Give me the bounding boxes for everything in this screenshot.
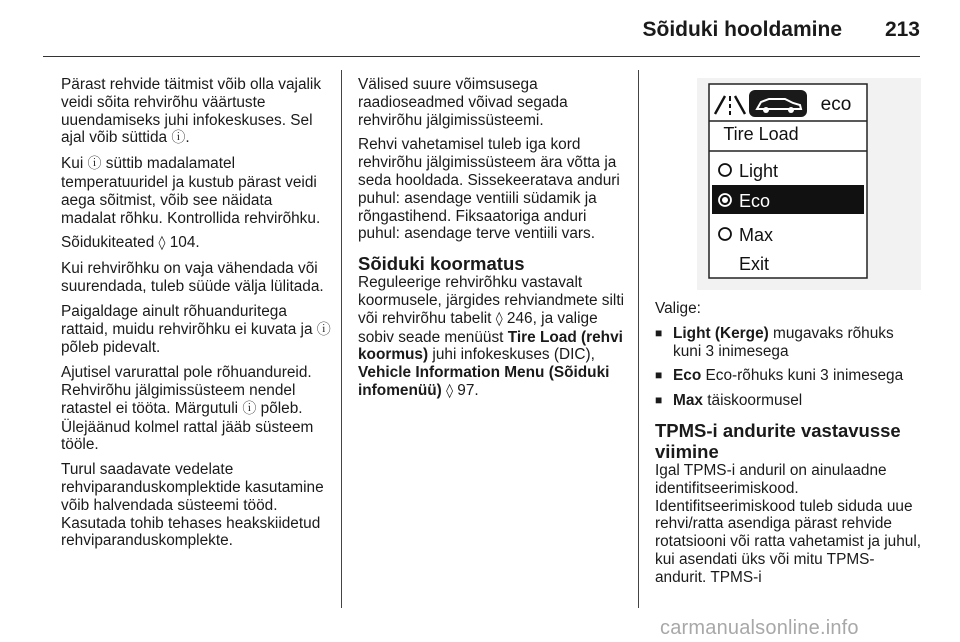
page-title: Sõiduki hooldamine xyxy=(642,18,842,41)
paragraph: Reguleerige rehvirõhku vastavalt koormusele, järgides rehviandmete silti või rehvirõhu tabelit ◊ 246, ja valige sobiv seade menüüst Tire Load (rehvi koormus) juhi infokeskuses (DIC), Vehicle Information Menu (Sõiduki infomenüü) ◊ 97. xyxy=(358,274,625,399)
tire-pressure-warning-icon: ⓘ xyxy=(171,130,186,147)
text-column-1 xyxy=(61,76,331,557)
text-column-2 xyxy=(358,76,626,408)
option-list xyxy=(655,325,925,410)
paragraph: Rehvi vahetamisel tuleb iga kord rehvirõhu jälgimissüsteem ära võtta ja seda hooldada. Sissekeeratava anduri puhul: asendage ventiili südamik ja rõngastihend. Fiksaatoriga anduri puhul: asendage terve ventiili vars. xyxy=(358,136,620,243)
page-reference-icon: ◊ xyxy=(495,310,503,327)
section-heading: TPMS-i andurite vastavusse viimine xyxy=(655,419,901,462)
paragraph: Sõidukiteated ◊ 104. xyxy=(61,234,200,252)
tire-pressure-warning-icon: ⓘ xyxy=(87,156,102,173)
paragraph: Kui rehvirõhku on vaja vähendada või suurendada, tuleb süüde välja lülitada. xyxy=(61,260,324,295)
header-divider xyxy=(43,56,920,57)
section-heading: Sõiduki koormatus xyxy=(358,253,525,275)
paragraph: Igal TPMS-i anduril on ainulaadne identifitseerimiskood. Identifitseerimiskood tuleb siduda uue rehvi/ratta asendiga pärast rehvide rotatsiooni või ratta vahetamist ja juhul, kui asendati üks või mitu TPMS-andurit. TPMS-i xyxy=(655,461,922,586)
page-number: 213 xyxy=(884,18,920,41)
paragraph: Ajutisel varurattal pole rõhuandureid. Rehvirõhu jälgimissüsteem nendel ratastel ei tööta. Märgutuli ⓘ põleb. Ülejäänud kolmel rattal jääb süsteem tööle. xyxy=(61,364,314,454)
display-title: Tire Load xyxy=(723,124,799,144)
tire-load-display-illustration xyxy=(697,78,921,290)
list-item: ■ Eco Eco-rõhuks kuni 3 inimesega xyxy=(655,367,925,385)
eco-indicator: eco xyxy=(820,94,852,115)
paragraph: Paigaldage ainult rõhuanduritega rattaid, muidu rehvirõhku ei kuvata ja ⓘ põleb pidevalt. xyxy=(61,302,331,357)
list-item: ■ Max täiskoormusel xyxy=(655,392,925,410)
page-reference-icon: ◊ xyxy=(158,235,166,252)
option-light: Light xyxy=(739,161,779,181)
paragraph: Valige: xyxy=(655,300,701,317)
text-column-3 xyxy=(655,300,925,594)
option-max: Max xyxy=(739,225,774,245)
option-highlight xyxy=(712,185,864,214)
column-divider-left xyxy=(341,70,342,608)
paragraph: Turul saadavate vedelate rehviparanduskomplektide kasutamine võib halvendada süsteemi tööd. Kasutada tohib tehases heakskiidetud rehviparanduskomplekte. xyxy=(61,461,324,550)
list-item: ■ Light (Kerge) mugavaks rõhuks kuni 3 inimesega xyxy=(655,325,925,361)
tire-pressure-warning-icon: ⓘ xyxy=(242,400,257,417)
page-header xyxy=(0,0,960,58)
page-reference-icon: ◊ xyxy=(446,382,453,399)
option-eco: Eco xyxy=(739,191,771,211)
paragraph: Pärast rehvide täitmist võib olla vajalik veidi sõita rehvirõhu väärtuste uuendamiseks juhi infokeskuses. Sel ajal võib süttida ⓘ. xyxy=(61,76,322,147)
paragraph: Kui ⓘ süttib madalamatel temperatuuridel ja kustub pärast veidi aega sõitmist, võib see näidata madalat rõhku. Kontrollida rehvirõhku. xyxy=(61,155,321,227)
tire-pressure-warning-icon: ⓘ xyxy=(316,321,331,338)
column-divider-right xyxy=(638,70,639,608)
paragraph: Välised suure võimsusega raadioseadmed võivad segada rehvirõhu jälgimissüsteemi. xyxy=(358,76,568,129)
option-exit: Exit xyxy=(739,254,770,274)
dic-screen xyxy=(697,78,921,290)
watermark: carmanualsonline.info xyxy=(660,617,859,639)
